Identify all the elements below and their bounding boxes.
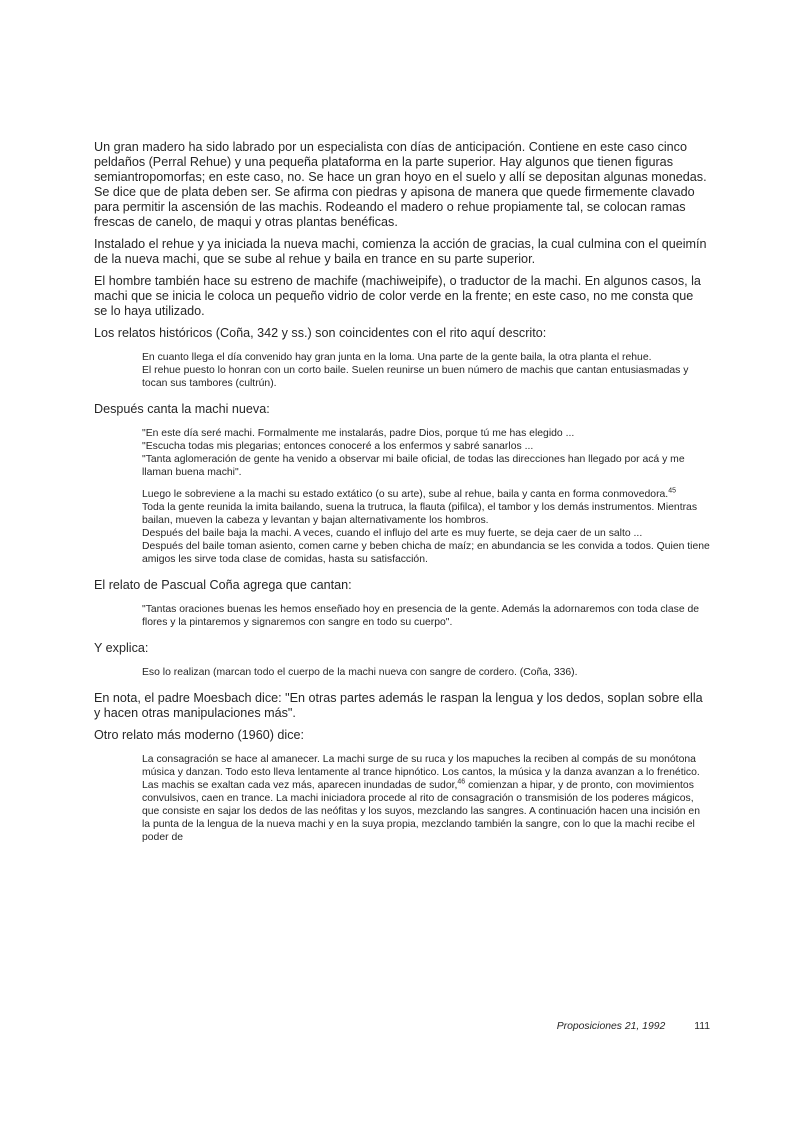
quote-line: Después del baile baja la machi. A veces, cuando el influjo del arte es muy fuerte, se deja caer de un salto ...: [142, 528, 643, 539]
paragraph-1: Un gran madero ha sido labrado por un especialista con días de anticipación. Contiene en este caso cinco peldaños (Perral Rehue) y una pequeña plataforma en la parte superior. Hay algunos que tienen figuras semiantropomorfas; en este caso, no. Se hace un gran hoyo en el suelo y allí se depositan algunas monedas. Se dice que de plata deben ser. Se afirma con piedras y apisona de manera que quede firmemente clavado para permitir la ascensión de las machis. Rodeando el madero o rehue propiamente tal, se colocan ramas frescas de canelo, de maqui y otras plantas benéficas.: [94, 140, 707, 229]
quote-line: [142, 753, 710, 844]
journal-citation: Proposiciones 21, 1992: [556, 1021, 666, 1032]
footnote-ref: 45: [668, 487, 676, 495]
quote-line: "En este día seré machi. Formalmente me instalarás, padre Dios, porque tú me has elegido ...: [142, 428, 575, 439]
page-footer: [94, 1021, 710, 1032]
quote-block-5: [142, 753, 710, 844]
quote-line: "Tantas oraciones buenas les hemos enseñado hoy en presencia de la gente. Además la adornaremos con toda clase de flores y la pintaremos y signaremos con sangre en todo su cuerpo".: [142, 604, 700, 628]
paragraph-4: Los relatos históricos (Coña, 342 y ss.) son coincidentes con el rito aquí descrito:: [94, 326, 547, 340]
quote-text: La consagración se hace al amanecer. La machi surge de su ruca y los mapuches la reciben al compás de su monótona música y danzan. Todo esto lleva lentamente al trance hipnótico. Los cantos, la música y la danza avanzan a lo frenético. Las machis se exaltan cada vez más, aparecen inundadas de sudor,: [142, 754, 700, 791]
paragraph-8: En nota, el padre Moesbach dice: "En otras partes además le raspan la lengua y los dedos, soplan sobre ella y hacen otras manipulaciones más".: [94, 691, 703, 720]
page-number: 111: [694, 1021, 710, 1032]
footnote-ref: 46: [457, 778, 466, 786]
paragraph-9: Otro relato más moderno (1960) dice:: [94, 728, 304, 742]
quote-block-3: [142, 603, 710, 629]
quote-block-1: [142, 351, 710, 390]
quote-block-2: [142, 427, 710, 566]
quote-line: Eso lo realizan (marcan todo el cuerpo de la machi nueva con sangre de cordero. (Coña, 336).: [142, 667, 578, 678]
quote-line: El rehue puesto lo honran con un corto baile. Suelen reunirse un buen número de machis que cantan entusiasmadas y tocan sus tambores (cultrún).: [142, 365, 689, 389]
paragraph-2: Instalado el rehue y ya iniciada la nueva machi, comienza la acción de gracias, la cual culmina con el queimín de la nueva machi, que se sube al rehue y baila en trance en su parte superior.: [94, 237, 707, 266]
document-body: [94, 140, 710, 856]
quote-line: "Tanta aglomeración de gente ha venido a observar mi baile oficial, de todas las direcciones han llegado por acá y me llaman buena machi".: [142, 454, 685, 478]
quote-line: Después del baile toman asiento, comen carne y beben chicha de maíz; en abundancia se les convida a todos. Quien tiene amigos les sirve toda clase de comidas, hasta su satisfacción.: [142, 541, 710, 565]
quote-text: comienzan a hipar, y de pronto, con movimientos convulsivos, caen en trance. La machi iniciadora procede al rito de consagración o transmisión de los poderes mágicos, que consiste en sajar los dedos de las neófitas y los suyos, mezclando las sangres. A continuación hacen una incisión en la punta de la lengua de la nueva machi y en la suya propia, mezclando también la sangre, con lo que la machi recibe el poder de: [142, 780, 700, 843]
quote-line: "Escucha todas mis plegarias; entonces conoceré a los enfermos y sabré sanarlos ...: [142, 441, 534, 452]
quote-line: En cuanto llega el día convenido hay gran junta en la loma. Una parte de la gente baila, la otra planta el rehue.: [142, 352, 652, 363]
paragraph-5: Después canta la machi nueva:: [94, 402, 270, 416]
paragraph-3: El hombre también hace su estreno de machife (machiweipife), o traductor de la machi. En algunos casos, la machi que se inicia le coloca un pequeño vidrio de color verde en la frente; en este caso, no me consta que se lo haya utilizado.: [94, 274, 701, 318]
paragraph-7: Y explica:: [94, 641, 149, 655]
quote-line: [142, 488, 710, 501]
quote-line: Toda la gente reunida la imita bailando, suena la trutruca, la flauta (pifilca), el tambor y los demás instrumentos. Mientras bailan, mueven la cabeza y levantan y bajan alternativamente los hombros.: [142, 502, 698, 526]
paragraph-6: El relato de Pascual Coña agrega que cantan:: [94, 578, 352, 592]
quote-text: Luego le sobreviene a la machi su estado extático (o su arte), sube al rehue, baila y canta en forma conmovedora.: [142, 489, 669, 500]
quote-block-4: [142, 666, 710, 679]
